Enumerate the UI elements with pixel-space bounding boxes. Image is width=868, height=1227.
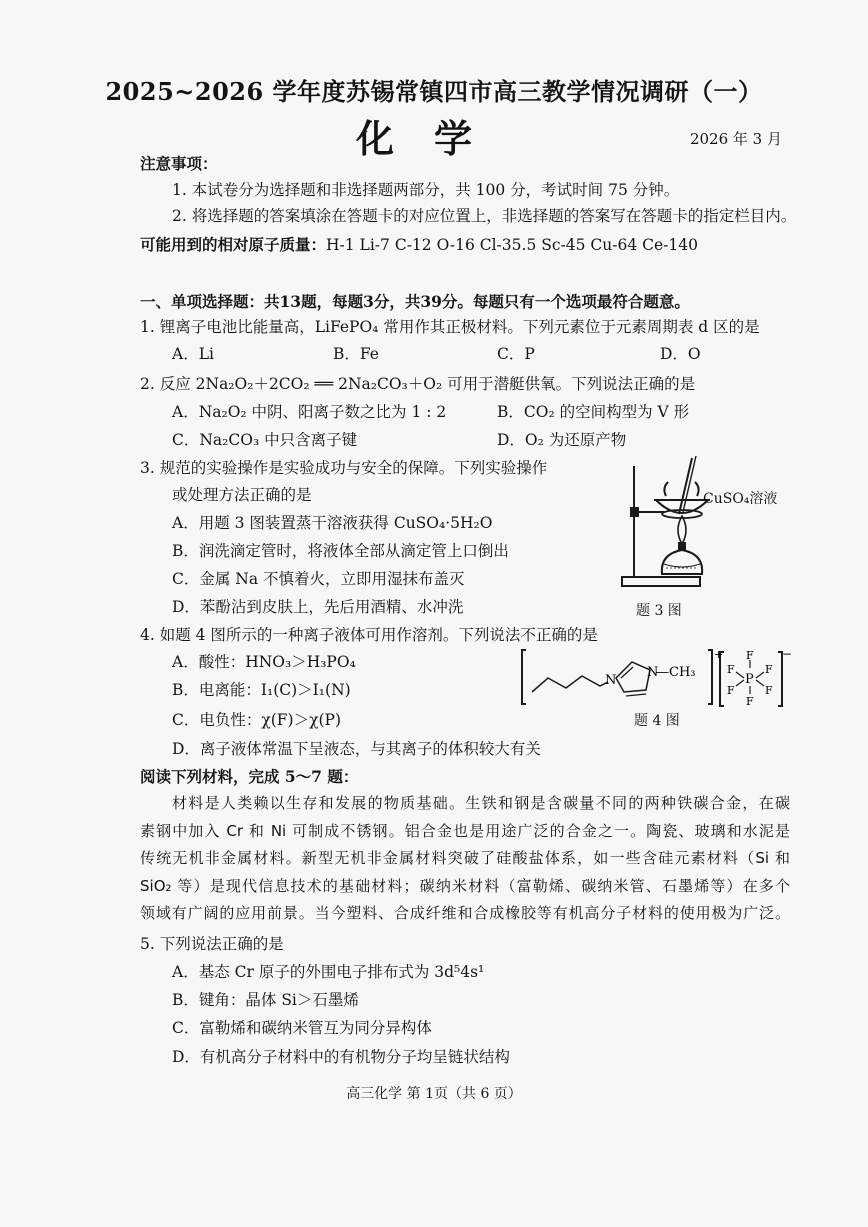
atomic-mass-label: 可能用到的相对原子质量：	[140, 235, 327, 254]
q2-option-c: C．Na₂CO₃ 中只含离子键	[172, 431, 358, 449]
q5-option-d: D．有机高分子材料中的有机物分子均呈链状结构	[172, 1048, 510, 1066]
q2-stem: 2. 反应 2Na₂O₂＋2CO₂ ══ 2Na₂CO₃＋O₂ 可用于潜艇供氧。下列说法正确的是	[140, 375, 696, 393]
ring-nitrogen-2: N	[647, 665, 659, 680]
q5-option-c: C．富勒烯和碳纳米管互为同分异构体	[172, 1019, 432, 1037]
subject-heading: 化学	[355, 116, 512, 161]
figure-3-caption: 题 3 图	[636, 603, 682, 619]
notes-item-1: 1. 本试卷分为选择题和非选择题两部分，共 100 分，考试时间 75 分钟。	[172, 181, 680, 199]
reading-line-5: 领域有广阔的应用前景。当今塑料、合成纤维和合成橡胶等有机高分子材料的使用极为广泛。	[140, 904, 790, 923]
page-footer: 高三化学 第 1页（共 6 页）	[346, 1086, 522, 1102]
fluorine-upper-left: F	[727, 663, 735, 676]
ionic-liquid-structure	[520, 647, 793, 710]
reading-line-1: 材料是人类赖以生存和发展的物质基础。生铁和钢是含碳量不同的两种铁碳合金，在碳	[172, 794, 790, 812]
q5-option-b: B．键角：晶体 Si＞石墨烯	[172, 991, 359, 1009]
q3-stem-line2: 或处理方法正确的是	[172, 486, 312, 504]
exam-date: 2026 年 3 月	[689, 130, 782, 148]
cation-charge: +	[714, 648, 724, 661]
q3-option-c: C．金属 Na 不慎着火，立即用湿抹布盖灭	[172, 570, 465, 588]
q4-option-a: A．酸性：HNO₃＞H₃PO₄	[172, 653, 356, 671]
evaporation-apparatus-figure	[600, 452, 710, 597]
phosphorus-atom: P	[745, 672, 754, 687]
anion-charge: −	[782, 647, 793, 661]
notes-item-2: 2. 将选择题的答案填涂在答题卡的对应位置上，非选择题的答案写在答题卡的指定栏目内。	[172, 207, 797, 225]
reading-line-3: 传统无机非金属材料。新型无机非金属材料突破了硅酸盐体系，如一些含硅元素材料（Si 和	[140, 849, 790, 868]
q4-stem: 4. 如题 4 图所示的一种离子液体可用作溶剂。下列说法不正确的是	[140, 626, 598, 644]
q1-option-a: A．Li	[172, 345, 214, 363]
q4-option-d: D．离子液体常温下呈液态，与其离子的体积较大有关	[172, 740, 541, 758]
q4-option-b: B．电离能：I₁(C)＞I₁(N)	[172, 681, 351, 699]
fluorine-upper-right: F	[765, 663, 773, 676]
q3-option-d: D．苯酚沾到皮肤上，先后用酒精、水冲洗	[172, 598, 464, 616]
reading-line-2: 素钢中加入 Cr 和 Ni 可制成不锈钢。铝合金也是用途广泛的合金之一。陶瓷、玻璃和水泥是	[140, 821, 790, 840]
reading-line-4: SiO₂ 等）是现代信息技术的基础材料；碳纳米材料（富勒烯、碳纳米管、石墨烯等）在多个	[140, 876, 790, 895]
q3-option-a: A．用题 3 图装置蒸干溶液获得 CuSO₄·5H₂O	[172, 514, 493, 532]
q2-option-d: D．O₂ 为还原产物	[497, 431, 627, 449]
reading-passage	[140, 790, 790, 928]
q3-stem-line1: 3. 规范的实验操作是实验成功与安全的保障。下列实验操作	[140, 459, 548, 477]
q5-stem: 5. 下列说法正确的是	[140, 935, 284, 953]
q2-option-a: A．Na₂O₂ 中阴、阳离子数之比为 1 : 2	[172, 403, 447, 421]
notes-heading: 注意事项：	[140, 154, 218, 173]
figure-4-caption: 题 4 图	[634, 713, 680, 729]
q1-stem: 1. 锂离子电池比能量高，LiFePO₄ 常用作其正极材料。下列元素位于元素周期表 d 区的是	[140, 318, 760, 336]
fluorine-lower-right: F	[765, 684, 773, 697]
fluorine-top: F	[746, 649, 754, 662]
ring-nitrogen-1: N	[605, 673, 617, 688]
q1-option-d: D．O	[660, 345, 701, 363]
methyl-group: —CH₃	[656, 665, 696, 680]
q2-option-b: B．CO₂ 的空间构型为 V 形	[497, 403, 690, 421]
q3-option-b: B．润洗滴定管时，将液体全部从滴定管上口倒出	[172, 542, 509, 560]
q1-option-b: B．Fe	[333, 345, 379, 363]
q1-option-c: C．P	[497, 345, 535, 363]
section-heading: 一、单项选择题：共13题，每题3分，共39分。每题只有一个选项最符合题意。	[140, 292, 690, 311]
fluorine-lower-left: F	[727, 684, 735, 697]
cuso4-solution-label: CuSO₄溶液	[703, 491, 778, 507]
q4-option-c: C．电负性：χ(F)＞χ(P)	[172, 711, 342, 729]
q5-option-a: A．基态 Cr 原子的外围电子排布式为 3d⁵4s¹	[172, 963, 485, 981]
fluorine-bottom: F	[746, 695, 754, 708]
atomic-mass-values: H-1 Li-7 C-12 O-16 Cl-35.5 Sc-45 Cu-64 Ce-140	[326, 236, 699, 254]
exam-title: 2025~2026 学年度苏锡常镇四市高三教学情况调研（一）	[105, 77, 763, 106]
reading-heading: 阅读下列材料，完成 5～7 题：	[140, 767, 359, 786]
